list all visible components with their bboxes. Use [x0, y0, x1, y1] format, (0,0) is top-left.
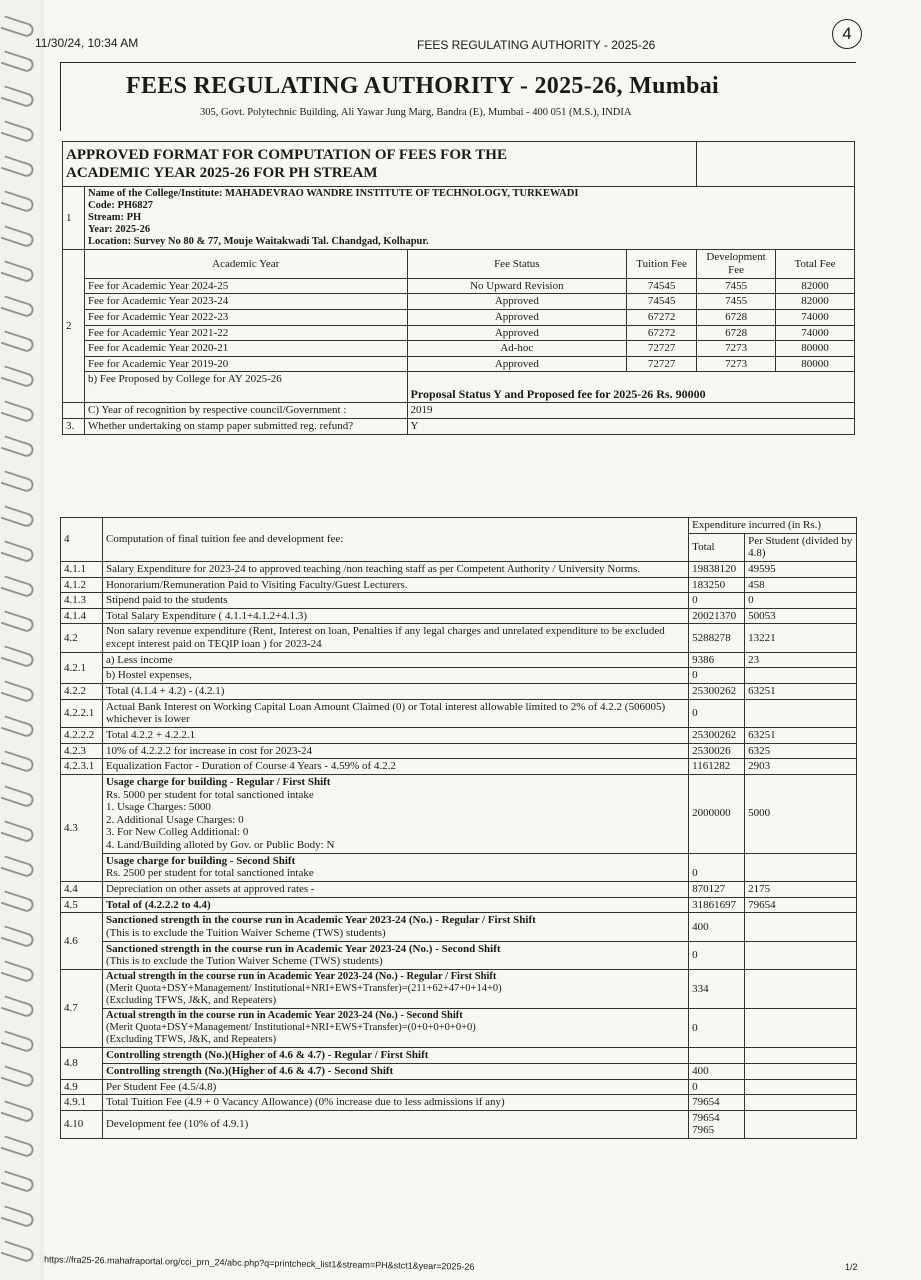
computation-table: 4 Computation of final tuition fee and development fee: Expenditure incurred (in Rs.) Total Per Student (divided by 4.8) 4.1.1 Salary Expenditure for 2023-24 to approved teaching /non teaching staff as per Competent Authority / University Norms. 19838120 49595 4.1.2 Honorarium/Remuneration Paid to Visiting Faculty/Guest Lecturers. 183250 458 4.1.3 Stipend paid to the students 0 0 4.1.4 Total Salary Expenditure ( 4.1.1+4.1.2+4.1.3) 20021370 50053 4.2 Non salary revenue expenditure (Rent, Interest on loan, Penalties if any legal charges and unrelated expenditure to be excluded except interest paid on TEQIP loan ) for 2023-24 5288278 13221 4.2.1 a) Less income 9386 23 b) Hostel expenses, 0 4.2.2 Total (4.1.4 + 4.2) - (4.2.1) 25300262 63251 4.2.2.1 Actual Bank Interest on Working Capital Loan Amount Claimed (0) or Total interest allowable limited to 2% of 4.2.2 (506005) whichever is lower 0 4.2.2.2 Total 4.2.2 + 4.2.2.1 25300262 63251 4.2.3 10% of 4.2.2.2 for increase in cost for 2023-24 2530026 6325 4.2.3.1 Equalization Factor - Duration of Course 4 Years - 4.59% of 4.2.2 1161282 2903 4.3 Usage charge for building - Regular / First Shift Rs. 5000 per student for total sanctioned intake 1. Usage Charges: 5000 2. Additional Usage Charges: 0 3. For New Colleg Additional: 0 4. Land/Building alloted by Gov. or Public Body: N 2000000 5000 Usage charge for building - Second Shift Rs. 2500 per student for total sanctioned intake 0 4.4 Depreciation on other assets at approved rates - 870127 2175 4.5 Total of (4.2.2.2 to 4.4) 31861697 79654 4.6 Sanctioned strength in the course run in Academic Year 2023-24 (No.) - Regular / First Shift (This is to exclude the Tuition Waiver Scheme (TWS) students) 400 Sanctioned strength in the course run in Academic Year 2023-24 (No.) - Second Shift (This is to exclude the Tution Waiver Scheme (TWS) students) 0 4.7 Actual strength in the course run in Academic Year 2023-24 (No.) - Regular / First Shift (Merit Quota+DSY+Management/ Institutional+NRI+EWS+Transfer)=(211+62+47+0+14+0) (Excluding TFWS, J&K, and Repeaters) 334 Actual strength in the course run in Academic Year 2023-24 (No.) - Second Shift (Merit Quota+DSY+Management/ Institutional+NRI+EWS+Transfer)=(0+0+0+0+0+0) (Excluding TFWS, J&K, and Repeaters) 0 4.8 Controlling strength (No.)(Higher of 4.6 & 4.7) - Regular / First Shift Controlling strength (No.)(Higher of 4.6 & 4.7) - Second Shift 400 4.9 Per Student Fee (4.5/4.8) 0 4.9.1 Total Tuition Fee (4.9 + 0 Vacancy Allowance) (0% increase due to less admissions if any) 79654 4.10 Development fee (10% of 4.9.1) 79654 7965	[60, 517, 857, 1139]
table-row: 4.1.3 Stipend paid to the students 0 0	[61, 593, 857, 609]
table-row: 4.9.1 Total Tuition Fee (4.9 + 0 Vacancy Allowance) (0% increase due to less admissions if any) 79654	[61, 1095, 857, 1111]
table-row: 4.2.2 Total (4.1.4 + 4.2) - (4.2.1) 25300262 63251	[61, 684, 857, 700]
total-header: Total	[689, 533, 745, 561]
per-student-header: Per Student (divided by 4.8)	[745, 533, 857, 561]
print-header-title: FEES REGULATING AUTHORITY - 2025-26	[417, 38, 656, 52]
college-info: Name of the College/Institute: MAHADEVRAO WANDRE INSTITUTE OF TECHNOLOGY, TURKEWADI Code: PH6827 Stream: PH Year: 2025-26 Location: Survey No 80 & 77, Mouje Waitakwadi Tal. Chandgad, Kolhapur.	[84, 187, 854, 250]
table-row: Controlling strength (No.)(Higher of 4.6 & 4.7) - Second Shift 400	[61, 1063, 857, 1079]
table-row: 4.1.2 Honorarium/Remuneration Paid to Visiting Faculty/Guest Lecturers. 183250 458	[61, 577, 857, 593]
computation-label: Computation of final tuition fee and development fee:	[102, 518, 688, 562]
table-row: Usage charge for building - Second Shift Rs. 2500 per student for total sanctioned intake 0	[61, 853, 857, 881]
approved-fee-table	[62, 141, 855, 435]
footer-page-number: 1/2	[845, 1262, 858, 1272]
recognition-value: 2019	[407, 403, 854, 419]
table-row: 4.2 Non salary revenue expenditure (Rent, Interest on loan, Penalties if any legal charges and unrelated expenditure to be excluded except interest paid on TEQIP loan ) for 2023-24 5288278 13221	[61, 624, 857, 652]
table-row: Fee for Academic Year 2019-20 Approved 72727 7273 80000	[63, 356, 855, 372]
col-header: Development Fee	[697, 250, 776, 278]
table-row: 4.9 Per Student Fee (4.5/4.8) 0	[61, 1079, 857, 1095]
table-row: Actual strength in the course run in Academic Year 2023-24 (No.) - Second Shift (Merit Quota+DSY+Management/ Institutional+NRI+EWS+Transfer)=(0+0+0+0+0+0) (Excluding TFWS, J&K, and Repeaters) 0	[61, 1009, 857, 1048]
table-row: 4.10 Development fee (10% of 4.9.1) 79654 7965	[61, 1110, 857, 1138]
table-row: Fee for Academic Year 2024-25 No Upward Revision 74545 7455 82000	[63, 278, 855, 294]
table-row: 4.2.3 10% of 4.2.2.2 for increase in cost for 2023-24 2530026 6325	[61, 743, 857, 759]
table-row: 4.4 Depreciation on other assets at approved rates - 870127 2175	[61, 882, 857, 898]
table-row: 4.2.3.1 Equalization Factor - Duration of Course 4 Years - 4.59% of 4.2.2 1161282 2903	[61, 759, 857, 775]
table-row: 4.3 Usage charge for building - Regular / First Shift Rs. 5000 per student for total sanctioned intake 1. Usage Charges: 5000 2. Additional Usage Charges: 0 3. For New Colleg Additional: 0 4. Land/Building alloted by Gov. or Public Body: N 2000000 5000	[61, 774, 857, 853]
recognition-label: C) Year of recognition by respective council/Government :	[84, 403, 407, 419]
table-row: 4.1.4 Total Salary Expenditure ( 4.1.1+4.1.2+4.1.3) 20021370 50053	[61, 608, 857, 624]
print-timestamp: 11/30/24, 10:34 AM	[35, 36, 139, 50]
table-row: Fee for Academic Year 2022-23 Approved 67272 6728 74000	[63, 309, 855, 325]
proposal-status: Proposal Status Y and Proposed fee for 2025-26 Rs. 90000	[407, 372, 854, 403]
table-row	[63, 403, 855, 419]
table-row	[63, 372, 855, 403]
proposed-label: b) Fee Proposed by College for AY 2025-26	[84, 372, 407, 403]
table-row: 4.1.1 Salary Expenditure for 2023-24 to approved teaching /non teaching staff as per Competent Authority / University Norms. 19838120 49595	[61, 561, 857, 577]
col-header: Fee Status	[407, 250, 627, 278]
binding-spiral	[0, 0, 40, 1280]
table-row: 4.5 Total of (4.2.2.2 to 4.4) 31861697 79654	[61, 897, 857, 913]
section-number: 2	[63, 250, 85, 403]
page-title: FEES REGULATING AUTHORITY - 2025-26, Mumbai	[126, 73, 719, 99]
col-header: Academic Year	[84, 250, 407, 278]
col-header: Total Fee	[776, 250, 855, 278]
table-row: 3. Whether undertaking on stamp paper submitted reg. refund? Y	[63, 419, 855, 435]
table-row: 4.8 Controlling strength (No.)(Higher of 4.6 & 4.7) - Regular / First Shift	[61, 1048, 857, 1064]
table-row: 4.7 Actual strength in the course run in Academic Year 2023-24 (No.) - Regular / First Shift (Merit Quota+DSY+Management/ Institutional+NRI+EWS+Transfer)=(211+62+47+0+14+0) (Excluding TFWS, J&K, and Repeaters) 334	[61, 969, 857, 1008]
table-row: b) Hostel expenses, 0	[61, 668, 857, 684]
table-row: 4.2.1 a) Less income 9386 23	[61, 652, 857, 668]
approved-caption: APPROVED FORMAT FOR COMPUTATION OF FEES FOR THE ACADEMIC YEAR 2025-26 FOR PH STREAM	[63, 142, 697, 187]
table-row: Fee for Academic Year 2020-21 Ad-hoc 72727 7273 80000	[63, 341, 855, 357]
table-row: 4.6 Sanctioned strength in the course run in Academic Year 2023-24 (No.) - Regular / First Shift (This is to exclude the Tuition Waiver Scheme (TWS) students) 400	[61, 913, 857, 941]
section-number: 1	[63, 187, 85, 250]
undertaking-label: Whether undertaking on stamp paper submitted reg. refund?	[84, 419, 407, 435]
table-row: Fee for Academic Year 2023-24 Approved 74545 7455 82000	[63, 294, 855, 310]
footer-url: https://fra25-26.mahafraportal.org/cci_prn_24/abc.php?q=printcheck_list1&stream=PH&stct1&year=2025-26	[43, 1254, 475, 1272]
expenditure-header: Expenditure incurred (in Rs.)	[689, 518, 857, 534]
table-row: 4.2.2.2 Total 4.2.2 + 4.2.2.1 25300262 63251	[61, 727, 857, 743]
page-number-circle: 4	[832, 19, 862, 49]
authority-address: 305, Govt. Polytechnic Building, Ali Yawar Jung Marg, Bandra (E), Mumbai - 400 051 (M.S.), INDIA	[200, 107, 632, 118]
col-header: Tuition Fee	[627, 250, 697, 278]
table-row: Sanctioned strength in the course run in Academic Year 2023-24 (No.) - Second Shift (This is to exclude the Tution Waiver Scheme (TWS) students) 0	[61, 941, 857, 969]
table-row: 4.2.2.1 Actual Bank Interest on Working Capital Loan Amount Claimed (0) or Total interest allowable limited to 2% of 4.2.2 (506005) whichever is lower 0	[61, 699, 857, 727]
undertaking-value: Y	[407, 419, 854, 435]
table-row: Fee for Academic Year 2021-22 Approved 67272 6728 74000	[63, 325, 855, 341]
